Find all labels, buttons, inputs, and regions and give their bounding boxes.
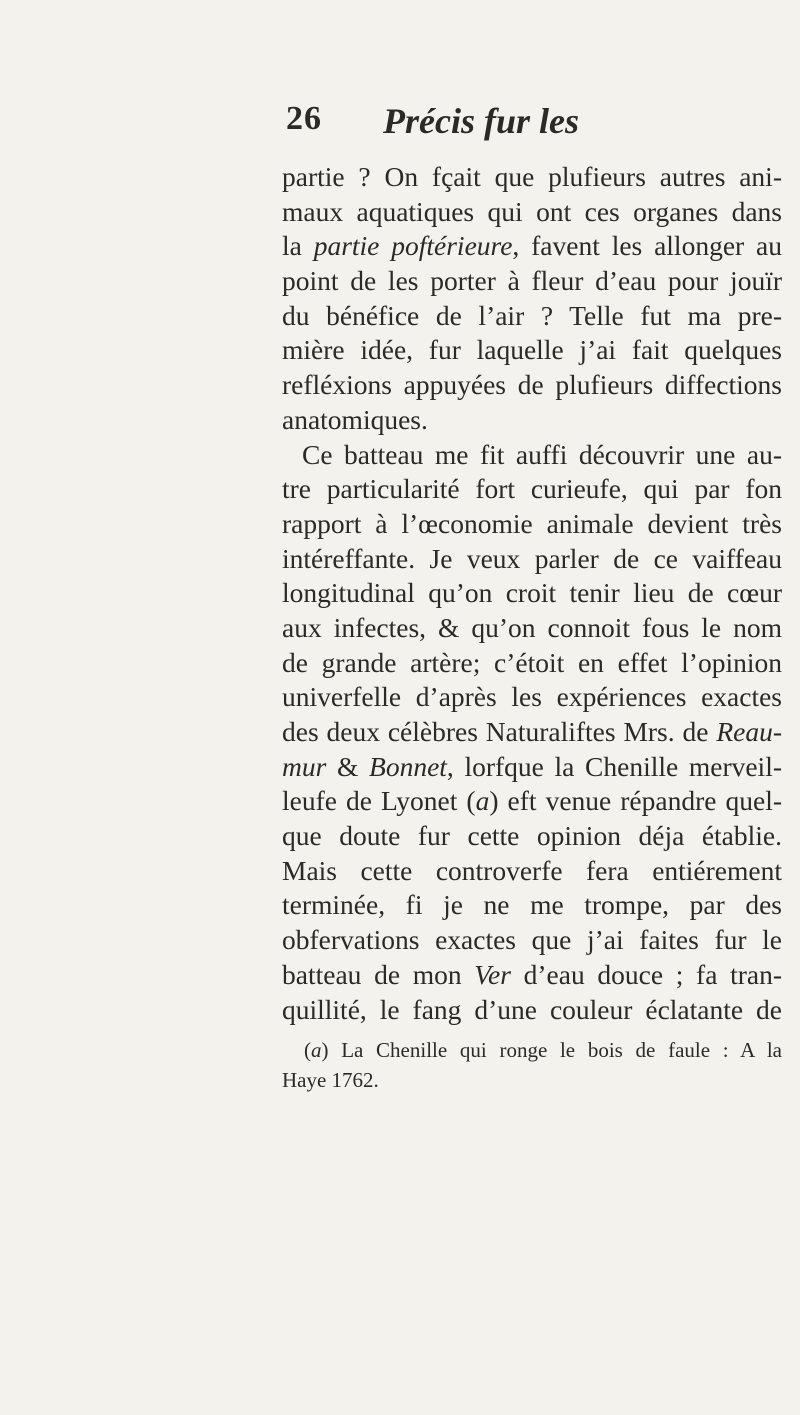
italic-name: Bonnet [369, 750, 447, 782]
text-line: aux infectes, & qu’on connoit fous le nom [282, 611, 782, 643]
text-line: de grande artère; c’étoit en effet l’opinion [282, 646, 782, 678]
text-line: terminée, fi je ne me trompe, par des [282, 889, 782, 921]
text-line: tre particularité fort curieufe, qui par fon [282, 473, 782, 505]
text-line: anatomiques. [282, 403, 428, 435]
text-line: mur & Bonnet, lorfque la Chenille merveil- [282, 750, 782, 782]
footnote-mark: a [311, 1038, 322, 1062]
text-line: mière idée, fur laquelle j’ai fait quelques [282, 334, 782, 366]
text-line: point de les porter à fleur d’eau pour jouïr [282, 265, 782, 297]
text-line: univerfelle d’après les expériences exactes [282, 681, 782, 713]
text-line: leufe de Lyonet (a) eft venue répandre quel- [282, 785, 782, 817]
text-line: la partie poftérieure, favent les allonger au [282, 230, 782, 262]
text-line: Mais cette controverfe fera entiérement [282, 854, 782, 886]
text-line: Ce batteau me fit auffi découvrir une au- [302, 438, 782, 470]
text-line: obfervations exactes que j’ai faites fur le [282, 924, 782, 956]
body-text [282, 160, 782, 1027]
text-line: batteau de mon Ver d’eau douce ; fa tran- [282, 958, 782, 990]
italic-term: partie poftérieure [313, 230, 513, 262]
italic-name: Reau- [716, 716, 782, 747]
footnote-line: Haye 1762. [282, 1068, 379, 1092]
page-number: 26 [286, 100, 322, 137]
running-title: Précis fur les [383, 101, 579, 141]
text-line: du bénéfice de l’air ? Telle fut ma pre- [282, 299, 782, 331]
text-line: intéreffante. Je veux parler de ce vaiffeau [282, 542, 782, 574]
text-line: que doute fur cette opinion déja établie. [282, 820, 782, 852]
footnote [282, 1035, 782, 1095]
text-line: des deux célèbres Naturaliftes Mrs. de Reau- [282, 716, 782, 747]
text-line: rapport à l’œconomie animale devient très [282, 507, 782, 539]
text-line: refléxions appuyées de plufieurs diffections [282, 369, 782, 401]
footnote-line: (a) La Chenille qui ronge le bois de faule : A la [304, 1038, 782, 1062]
text-line: longitudinal qu’on croit tenir lieu de cœur [282, 577, 782, 609]
text-line: quillité, le fang d’une couleur éclatante de [282, 993, 782, 1025]
text-line: maux aquatiques qui ont ces organes dans [282, 195, 782, 227]
page-header [0, 100, 800, 150]
text-line: partie ? On fçait que plufieurs autres ani- [282, 161, 782, 192]
italic-name: mur [282, 750, 327, 782]
italic-term: Ver [474, 958, 511, 990]
footnote-ref: a [475, 785, 490, 817]
